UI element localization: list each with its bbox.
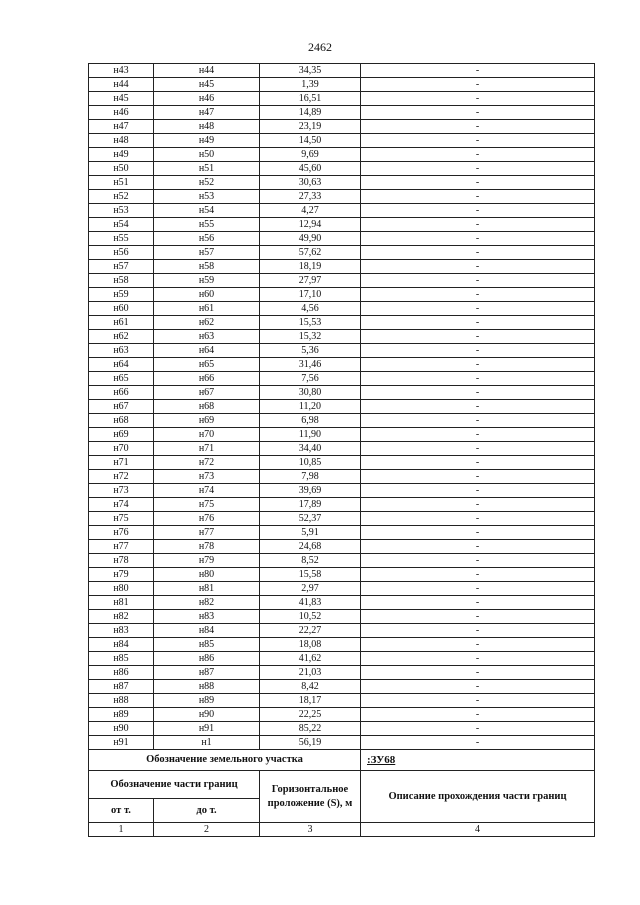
table-row bbox=[89, 442, 595, 456]
table-row bbox=[89, 92, 595, 106]
distance-cell: 34,40 bbox=[260, 442, 361, 456]
to-point-cell: н49 bbox=[154, 134, 260, 148]
to-point-cell: н65 bbox=[154, 358, 260, 372]
from-point-cell: н88 bbox=[89, 694, 154, 708]
table-row bbox=[89, 624, 595, 638]
distance-cell: 27,33 bbox=[260, 190, 361, 204]
table-row bbox=[89, 540, 595, 554]
from-point-cell: н89 bbox=[89, 708, 154, 722]
table-row bbox=[89, 610, 595, 624]
to-point-cell: н63 bbox=[154, 330, 260, 344]
description-cell: - bbox=[361, 204, 595, 218]
from-point-cell: н59 bbox=[89, 288, 154, 302]
from-point-cell: н66 bbox=[89, 386, 154, 400]
table-row bbox=[89, 288, 595, 302]
table-row bbox=[89, 582, 595, 596]
from-point-cell: н60 bbox=[89, 302, 154, 316]
to-point-cell: н44 bbox=[154, 64, 260, 78]
distance-cell: 27,97 bbox=[260, 274, 361, 288]
parcel-label: Обозначение земельного участка bbox=[89, 750, 361, 771]
table-row bbox=[89, 652, 595, 666]
from-point-cell: н79 bbox=[89, 568, 154, 582]
table-row bbox=[89, 204, 595, 218]
description-cell: - bbox=[361, 246, 595, 260]
table-row bbox=[89, 484, 595, 498]
table-row bbox=[89, 162, 595, 176]
distance-cell: 17,89 bbox=[260, 498, 361, 512]
description-cell: - bbox=[361, 638, 595, 652]
to-point-cell: н89 bbox=[154, 694, 260, 708]
table-row bbox=[89, 414, 595, 428]
table-row bbox=[89, 428, 595, 442]
from-point-cell: н80 bbox=[89, 582, 154, 596]
distance-cell: 56,19 bbox=[260, 736, 361, 750]
table-row bbox=[89, 666, 595, 680]
from-point-cell: н68 bbox=[89, 414, 154, 428]
page-number: 2462 bbox=[308, 40, 332, 54]
distance-cell: 21,03 bbox=[260, 666, 361, 680]
table-row bbox=[89, 694, 595, 708]
distance-cell: 17,10 bbox=[260, 288, 361, 302]
to-point-cell: н71 bbox=[154, 442, 260, 456]
from-point-cell: н57 bbox=[89, 260, 154, 274]
description-cell: - bbox=[361, 120, 595, 134]
table-row bbox=[89, 470, 595, 484]
table-row bbox=[89, 638, 595, 652]
description-cell: - bbox=[361, 414, 595, 428]
to-point-cell: н48 bbox=[154, 120, 260, 134]
to-point-cell: н59 bbox=[154, 274, 260, 288]
to-point-cell: н81 bbox=[154, 582, 260, 596]
distance-cell: 52,37 bbox=[260, 512, 361, 526]
distance-cell: 18,08 bbox=[260, 638, 361, 652]
parcel-value: :ЗУ68 bbox=[367, 753, 396, 766]
description-cell: - bbox=[361, 456, 595, 470]
distance-cell: 30,63 bbox=[260, 176, 361, 190]
parcel-row bbox=[89, 750, 595, 771]
description-cell: - bbox=[361, 148, 595, 162]
description-cell: - bbox=[361, 232, 595, 246]
description-cell: - bbox=[361, 470, 595, 484]
from-point-cell: н65 bbox=[89, 372, 154, 386]
to-point-cell: н76 bbox=[154, 512, 260, 526]
to-point-cell: н69 bbox=[154, 414, 260, 428]
from-point-cell: н85 bbox=[89, 652, 154, 666]
description-cell: - bbox=[361, 442, 595, 456]
column-numbers-row bbox=[89, 823, 595, 837]
description-cell: - bbox=[361, 358, 595, 372]
distance-cell: 16,51 bbox=[260, 92, 361, 106]
from-point-cell: н73 bbox=[89, 484, 154, 498]
table-row bbox=[89, 260, 595, 274]
table-row bbox=[89, 568, 595, 582]
distance-cell: 31,46 bbox=[260, 358, 361, 372]
distance-cell: 30,80 bbox=[260, 386, 361, 400]
from-point-cell: н56 bbox=[89, 246, 154, 260]
description-cell: - bbox=[361, 372, 595, 386]
table-row bbox=[89, 596, 595, 610]
to-point-cell: н79 bbox=[154, 554, 260, 568]
description-cell: - bbox=[361, 78, 595, 92]
description-cell: - bbox=[361, 736, 595, 750]
to-point-cell: н86 bbox=[154, 652, 260, 666]
distance-cell: 23,19 bbox=[260, 120, 361, 134]
table-row bbox=[89, 64, 595, 78]
table-row bbox=[89, 722, 595, 736]
description-cell: - bbox=[361, 666, 595, 680]
from-point-cell: н67 bbox=[89, 400, 154, 414]
table-row bbox=[89, 498, 595, 512]
from-point-cell: н48 bbox=[89, 134, 154, 148]
distance-cell: 8,42 bbox=[260, 680, 361, 694]
to-point-cell: н75 bbox=[154, 498, 260, 512]
distance-cell: 8,52 bbox=[260, 554, 361, 568]
description-cell: - bbox=[361, 680, 595, 694]
table-row bbox=[89, 526, 595, 540]
distance-cell: 15,58 bbox=[260, 568, 361, 582]
to-point-cell: н73 bbox=[154, 470, 260, 484]
to-point-cell: н45 bbox=[154, 78, 260, 92]
from-point-cell: н64 bbox=[89, 358, 154, 372]
to-point-cell: н51 bbox=[154, 162, 260, 176]
to-point-cell: н50 bbox=[154, 148, 260, 162]
distance-cell: 5,36 bbox=[260, 344, 361, 358]
from-point-cell: н87 bbox=[89, 680, 154, 694]
boundary-table bbox=[88, 63, 595, 837]
description-cell: - bbox=[361, 694, 595, 708]
to-point-cell: н68 bbox=[154, 400, 260, 414]
to-point-cell: н83 bbox=[154, 610, 260, 624]
description-cell: - bbox=[361, 302, 595, 316]
column-number-4: 4 bbox=[361, 823, 595, 837]
from-point-cell: н44 bbox=[89, 78, 154, 92]
to-point-cell: н74 bbox=[154, 484, 260, 498]
distance-cell: 7,98 bbox=[260, 470, 361, 484]
from-point-cell: н63 bbox=[89, 344, 154, 358]
table-row bbox=[89, 330, 595, 344]
to-point-cell: н1 bbox=[154, 736, 260, 750]
distance-cell: 6,98 bbox=[260, 414, 361, 428]
from-point-cell: н62 bbox=[89, 330, 154, 344]
table-row bbox=[89, 358, 595, 372]
table-row bbox=[89, 680, 595, 694]
from-point-cell: н46 bbox=[89, 106, 154, 120]
from-point-cell: н69 bbox=[89, 428, 154, 442]
table-row bbox=[89, 78, 595, 92]
distance-cell: 45,60 bbox=[260, 162, 361, 176]
table-row bbox=[89, 512, 595, 526]
from-point-cell: н75 bbox=[89, 512, 154, 526]
table-header bbox=[89, 750, 595, 837]
column-number-1: 1 bbox=[89, 823, 154, 837]
distance-cell: 1,39 bbox=[260, 78, 361, 92]
to-point-cell: н85 bbox=[154, 638, 260, 652]
from-point-cell: н90 bbox=[89, 722, 154, 736]
to-point-cell: н56 bbox=[154, 232, 260, 246]
table-row bbox=[89, 274, 595, 288]
distance-cell: 15,32 bbox=[260, 330, 361, 344]
distance-cell: 4,56 bbox=[260, 302, 361, 316]
distance-cell: 14,89 bbox=[260, 106, 361, 120]
from-point-cell: н58 bbox=[89, 274, 154, 288]
description-cell: - bbox=[361, 260, 595, 274]
description-cell: - bbox=[361, 596, 595, 610]
to-point-cell: н88 bbox=[154, 680, 260, 694]
from-point-cell: н74 bbox=[89, 498, 154, 512]
description-cell: - bbox=[361, 344, 595, 358]
description-cell: - bbox=[361, 190, 595, 204]
to-point-cell: н72 bbox=[154, 456, 260, 470]
description-cell: - bbox=[361, 554, 595, 568]
description-cell: - bbox=[361, 176, 595, 190]
to-point-cell: н46 bbox=[154, 92, 260, 106]
table-row bbox=[89, 148, 595, 162]
to-point-cell: н87 bbox=[154, 666, 260, 680]
description-header: Описание прохождения части границ bbox=[361, 771, 595, 823]
distance-cell: 41,62 bbox=[260, 652, 361, 666]
description-cell: - bbox=[361, 106, 595, 120]
to-point-cell: н84 bbox=[154, 624, 260, 638]
from-point-cell: н78 bbox=[89, 554, 154, 568]
distance-cell: 22,25 bbox=[260, 708, 361, 722]
description-cell: - bbox=[361, 624, 595, 638]
to-point-cell: н62 bbox=[154, 316, 260, 330]
to-point-cell: н55 bbox=[154, 218, 260, 232]
from-point-cell: н82 bbox=[89, 610, 154, 624]
from-point-cell: н54 bbox=[89, 218, 154, 232]
description-cell: - bbox=[361, 386, 595, 400]
description-cell: - bbox=[361, 526, 595, 540]
distance-cell: 22,27 bbox=[260, 624, 361, 638]
to-point-cell: н52 bbox=[154, 176, 260, 190]
table-row bbox=[89, 344, 595, 358]
to-point-cell: н53 bbox=[154, 190, 260, 204]
part-designation-header: Обозначение части границ bbox=[89, 771, 260, 799]
distance-cell: 11,90 bbox=[260, 428, 361, 442]
description-cell: - bbox=[361, 484, 595, 498]
from-point-cell: н61 bbox=[89, 316, 154, 330]
from-header: от т. bbox=[89, 799, 154, 823]
description-cell: - bbox=[361, 316, 595, 330]
from-point-cell: н81 bbox=[89, 596, 154, 610]
to-point-cell: н80 bbox=[154, 568, 260, 582]
distance-cell: 18,17 bbox=[260, 694, 361, 708]
description-cell: - bbox=[361, 92, 595, 106]
table-row bbox=[89, 246, 595, 260]
to-point-cell: н47 bbox=[154, 106, 260, 120]
to-header: до т. bbox=[154, 799, 260, 823]
from-point-cell: н72 bbox=[89, 470, 154, 484]
from-point-cell: н77 bbox=[89, 540, 154, 554]
to-point-cell: н78 bbox=[154, 540, 260, 554]
from-point-cell: н84 bbox=[89, 638, 154, 652]
distance-cell: 49,90 bbox=[260, 232, 361, 246]
to-point-cell: н61 bbox=[154, 302, 260, 316]
distance-cell: 39,69 bbox=[260, 484, 361, 498]
description-cell: - bbox=[361, 64, 595, 78]
to-point-cell: н77 bbox=[154, 526, 260, 540]
distance-cell: 15,53 bbox=[260, 316, 361, 330]
table-row bbox=[89, 218, 595, 232]
column-number-3: 3 bbox=[260, 823, 361, 837]
description-cell: - bbox=[361, 288, 595, 302]
description-cell: - bbox=[361, 400, 595, 414]
table-row bbox=[89, 190, 595, 204]
description-cell: - bbox=[361, 540, 595, 554]
table-row bbox=[89, 372, 595, 386]
to-point-cell: н64 bbox=[154, 344, 260, 358]
description-cell: - bbox=[361, 610, 595, 624]
from-point-cell: н86 bbox=[89, 666, 154, 680]
description-cell: - bbox=[361, 134, 595, 148]
from-point-cell: н50 bbox=[89, 162, 154, 176]
distance-cell: 18,19 bbox=[260, 260, 361, 274]
distance-cell: 2,97 bbox=[260, 582, 361, 596]
description-cell: - bbox=[361, 652, 595, 666]
description-cell: - bbox=[361, 428, 595, 442]
table-row bbox=[89, 708, 595, 722]
description-cell: - bbox=[361, 274, 595, 288]
table-row bbox=[89, 386, 595, 400]
column-number-2: 2 bbox=[154, 823, 260, 837]
distance-cell: 10,52 bbox=[260, 610, 361, 624]
description-cell: - bbox=[361, 582, 595, 596]
from-point-cell: н49 bbox=[89, 148, 154, 162]
from-point-cell: н76 bbox=[89, 526, 154, 540]
description-cell: - bbox=[361, 512, 595, 526]
from-point-cell: н83 bbox=[89, 624, 154, 638]
description-cell: - bbox=[361, 162, 595, 176]
to-point-cell: н70 bbox=[154, 428, 260, 442]
to-point-cell: н66 bbox=[154, 372, 260, 386]
to-point-cell: н90 bbox=[154, 708, 260, 722]
table-row bbox=[89, 134, 595, 148]
distance-cell: 14,50 bbox=[260, 134, 361, 148]
from-point-cell: н70 bbox=[89, 442, 154, 456]
to-point-cell: н91 bbox=[154, 722, 260, 736]
from-point-cell: н52 bbox=[89, 190, 154, 204]
from-point-cell: н53 bbox=[89, 204, 154, 218]
description-cell: - bbox=[361, 330, 595, 344]
table-row bbox=[89, 736, 595, 750]
header-row bbox=[89, 771, 595, 799]
from-point-cell: н47 bbox=[89, 120, 154, 134]
table-row bbox=[89, 554, 595, 568]
boundary-rows bbox=[89, 64, 595, 750]
table-row bbox=[89, 106, 595, 120]
to-point-cell: н82 bbox=[154, 596, 260, 610]
to-point-cell: н67 bbox=[154, 386, 260, 400]
table-row bbox=[89, 400, 595, 414]
from-point-cell: н43 bbox=[89, 64, 154, 78]
horizontal-header: Горизонтальное проложение (S), м bbox=[260, 771, 361, 823]
description-cell: - bbox=[361, 568, 595, 582]
distance-cell: 9,69 bbox=[260, 148, 361, 162]
distance-cell: 85,22 bbox=[260, 722, 361, 736]
table-row bbox=[89, 176, 595, 190]
table-row bbox=[89, 232, 595, 246]
distance-cell: 7,56 bbox=[260, 372, 361, 386]
from-point-cell: н51 bbox=[89, 176, 154, 190]
description-cell: - bbox=[361, 722, 595, 736]
description-cell: - bbox=[361, 708, 595, 722]
table-row bbox=[89, 456, 595, 470]
to-point-cell: н58 bbox=[154, 260, 260, 274]
from-point-cell: н91 bbox=[89, 736, 154, 750]
description-cell: - bbox=[361, 498, 595, 512]
to-point-cell: н60 bbox=[154, 288, 260, 302]
distance-cell: 24,68 bbox=[260, 540, 361, 554]
table-row bbox=[89, 316, 595, 330]
from-point-cell: н45 bbox=[89, 92, 154, 106]
distance-cell: 5,91 bbox=[260, 526, 361, 540]
distance-cell: 11,20 bbox=[260, 400, 361, 414]
distance-cell: 12,94 bbox=[260, 218, 361, 232]
from-point-cell: н55 bbox=[89, 232, 154, 246]
description-cell: - bbox=[361, 218, 595, 232]
distance-cell: 41,83 bbox=[260, 596, 361, 610]
table-row bbox=[89, 302, 595, 316]
distance-cell: 57,62 bbox=[260, 246, 361, 260]
from-point-cell: н71 bbox=[89, 456, 154, 470]
distance-cell: 10,85 bbox=[260, 456, 361, 470]
to-point-cell: н54 bbox=[154, 204, 260, 218]
distance-cell: 4,27 bbox=[260, 204, 361, 218]
to-point-cell: н57 bbox=[154, 246, 260, 260]
table-row bbox=[89, 120, 595, 134]
distance-cell: 34,35 bbox=[260, 64, 361, 78]
